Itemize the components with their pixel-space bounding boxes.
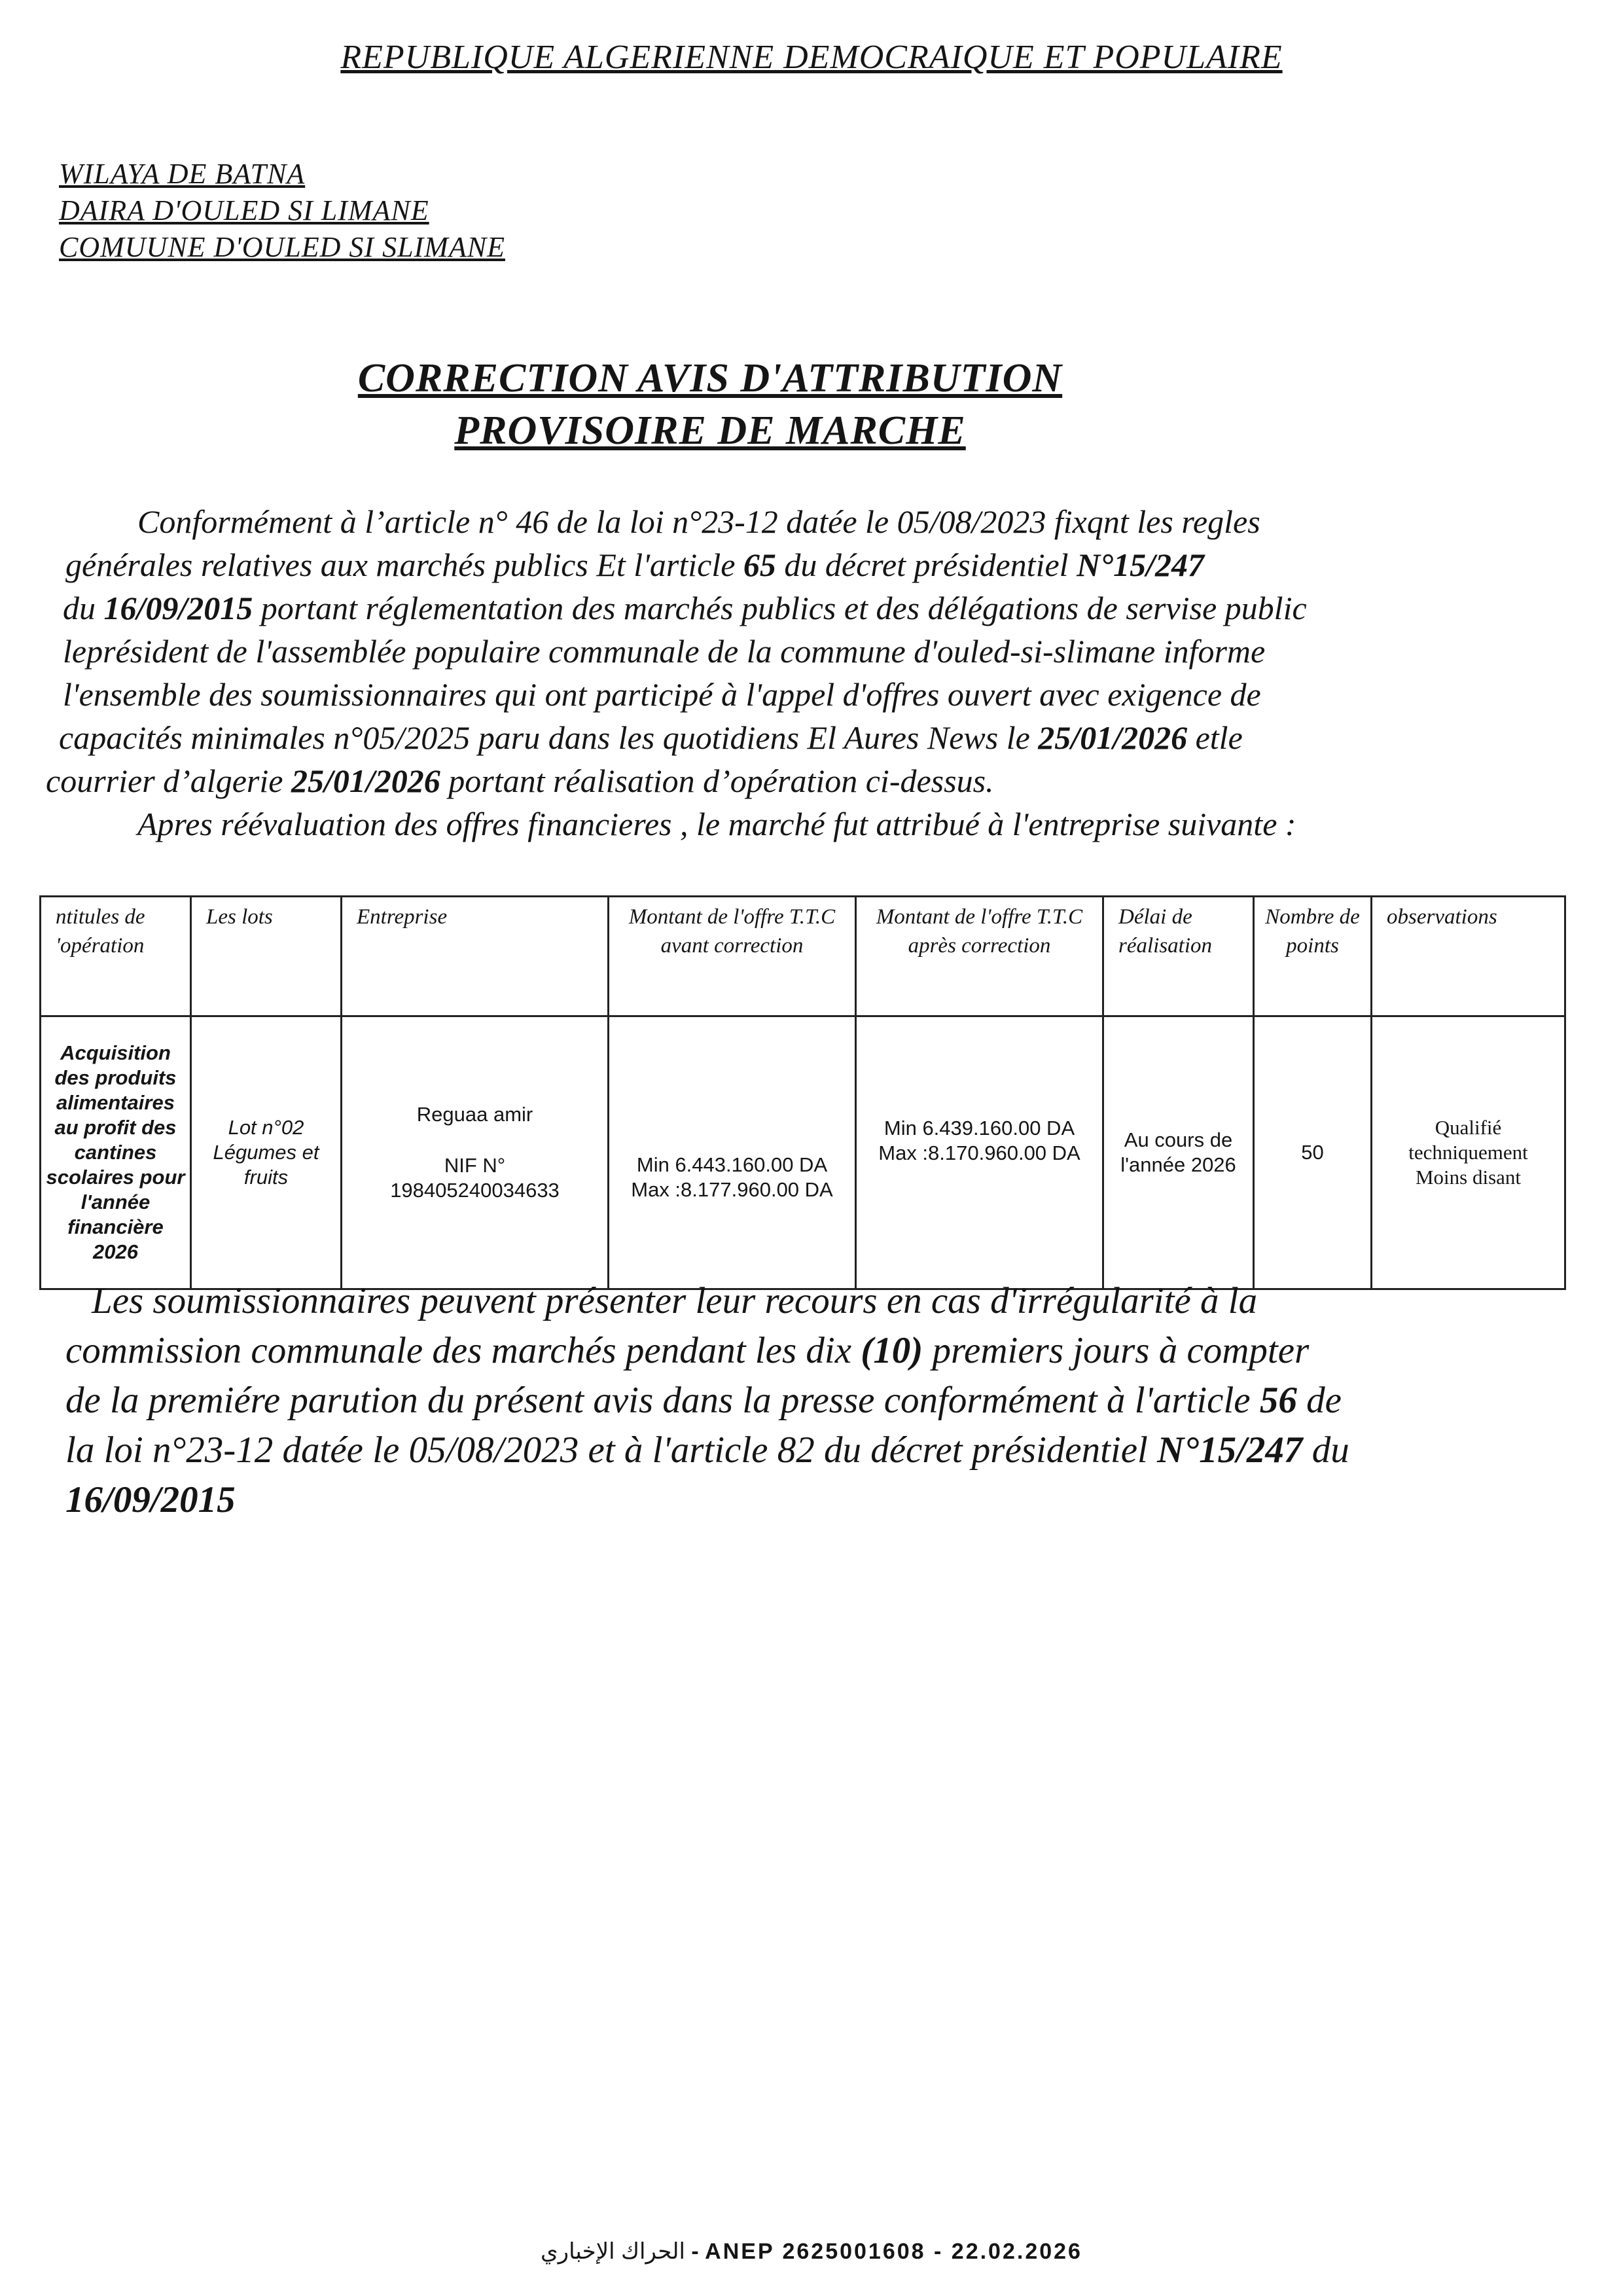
- intro-line: l'ensemble des soumissionnaires qui ont participé à l'appel d'offres ouvert avec exigence de: [63, 676, 1261, 713]
- notice-title-line1: CORRECTION AVIS D'ATTRIBUTION: [357, 356, 1063, 401]
- obs-line: Moins disant: [1415, 1166, 1522, 1189]
- obs-line: Qualifié: [1435, 1116, 1502, 1139]
- republic-heading: REPUBLIQUE ALGERIENNE DEMOCRAIQUE ET POPULAIRE: [340, 39, 1283, 76]
- commune-line: COMUUNE D'OULED SI SLIMANE: [59, 231, 505, 263]
- intro-line: Conformément à l’article n° 46 de la loi n°23-12 datée le 05/08/2023 fixqnt les regles: [137, 503, 1260, 540]
- montant-apres-max: Max :8.170.960.00 DA: [878, 1141, 1080, 1164]
- header-montant-apres: Montant de l'offre T.T.C après correction: [856, 897, 1103, 1016]
- intro-line: capacités minimales n°05/2025 paru dans les quotidiens El Aures News le 25/01/2026 etle: [59, 719, 1243, 756]
- cell-lot: [191, 1016, 342, 1289]
- header-points: Nombre de points: [1254, 897, 1372, 1016]
- recours-paragraph: [65, 1276, 1571, 1525]
- lot-name: Légumes et fruits: [213, 1141, 319, 1189]
- table-row: [41, 1016, 1565, 1289]
- cell-delai: Au cours de l'année 2026: [1103, 1016, 1254, 1289]
- wilaya-line: WILAYA DE BATNA: [59, 158, 306, 190]
- attribution-table: [39, 895, 1566, 1290]
- table-header-row: [41, 897, 1565, 1016]
- cell-intitules: Acquisition des produits alimentaires au profit des cantines scolaires pour l'année financière 2026: [41, 1016, 191, 1289]
- header-montant-avant: Montant de l'offre T.T.C avant correction: [609, 897, 856, 1016]
- recours-line: de la premiére parution du présent avis dans la presse conformément à l'article 56 de: [65, 1380, 1342, 1421]
- recours-line: la loi n°23-12 datée le 05/08/2023 et à l'article 82 du décret présidentiel N°15/247 du: [65, 1429, 1349, 1471]
- obs-line: techniquement: [1408, 1141, 1528, 1164]
- anep-reference: - ANEP 2625001608 - 22.02.2026: [685, 2239, 1082, 2264]
- intro-line: leprésident de l'assemblée populaire communale de la commune d'ouled-si-slimane informe: [63, 633, 1266, 670]
- header-lots: Les lots: [191, 897, 342, 1016]
- cell-montant-apres: [856, 1016, 1103, 1289]
- notice-title: [0, 352, 1420, 457]
- header-observations: observations: [1372, 897, 1565, 1016]
- montant-avant-min: Min 6.443.160.00 DA: [636, 1153, 828, 1176]
- nif-label: NIF N°: [444, 1154, 506, 1177]
- entreprise-name: Reguaa amir: [416, 1103, 533, 1126]
- intro-line: Apres réévaluation des offres financieres , le marché fut attribué à l'entreprise suivante :: [137, 806, 1296, 842]
- intro-line: courrier d’algerie 25/01/2026 portant réalisation d’opération ci-dessus.: [46, 762, 994, 799]
- cell-points: 50: [1254, 1016, 1372, 1289]
- recours-line: Les soumissionnaires peuvent présenter leur recours en cas d'irrégularité à la: [92, 1280, 1258, 1321]
- lot-number: Lot n°02: [228, 1116, 304, 1139]
- intro-paragraph: [46, 500, 1551, 846]
- publication-footer: [0, 2238, 1623, 2265]
- cell-montant-avant: [609, 1016, 856, 1289]
- daira-line: DAIRA D'OULED SI LIMANE: [59, 194, 429, 226]
- newspaper-name: الحراك الإخباري: [541, 2239, 685, 2264]
- header-entreprise: Entreprise: [342, 897, 609, 1016]
- header-delai: Délai de réalisation: [1103, 897, 1254, 1016]
- administration-block: [59, 156, 505, 266]
- recours-line: commission communale des marchés pendant les dix (10) premiers jours à compter: [65, 1330, 1310, 1371]
- cell-entreprise: [342, 1016, 609, 1289]
- montant-apres-min: Min 6.439.160.00 DA: [883, 1117, 1075, 1139]
- cell-observations: [1372, 1016, 1565, 1289]
- nif-value: 198405240034633: [390, 1179, 560, 1202]
- intro-line: générales relatives aux marchés publics Et l'article 65 du décret présidentiel N°15/247: [65, 547, 1205, 583]
- notice-title-line2: PROVISOIRE DE MARCHE: [454, 408, 966, 453]
- intro-line: du 16/09/2015 portant réglementation des marchés publics et des délégations de servise public: [63, 590, 1307, 626]
- recours-line: 16/09/2015: [65, 1479, 236, 1520]
- header-intitules: ntitules de 'opération: [41, 897, 191, 1016]
- montant-avant-max: Max :8.177.960.00 DA: [631, 1178, 833, 1201]
